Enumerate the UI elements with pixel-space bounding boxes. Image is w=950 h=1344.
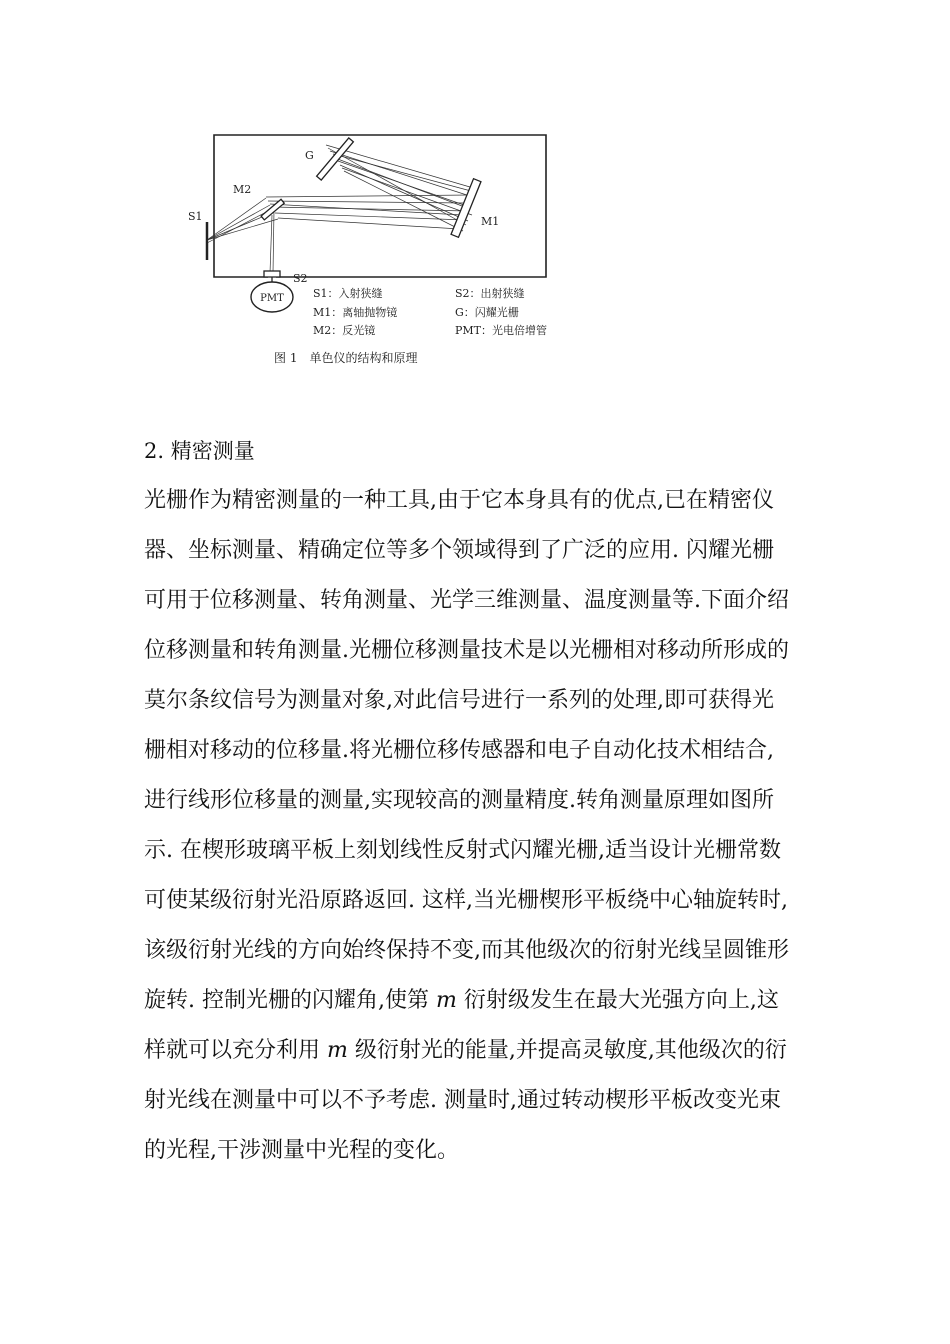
section-heading: 2. 精密测量	[144, 439, 255, 463]
label-m1: M1	[481, 215, 500, 228]
paragraph-line: 示. 在楔形玻璃平板上刻划线性反射式闪耀光栅,适当设计光栅常数	[144, 838, 781, 863]
plane-mirror-m2	[261, 199, 284, 220]
figure-caption: 图 1 单色仪的结构和原理	[274, 351, 418, 365]
variable-m: m	[327, 1038, 348, 1063]
paragraph-line: 可用于位移测量、转角测量、光学三维测量、温度测量等.下面介绍	[144, 588, 789, 613]
legend-pmt: PMT：光电倍增管	[455, 324, 548, 337]
paragraph-line: 该级衍射光线的方向始终保持不变,而其他级次的衍射光线呈圆锥形	[144, 938, 789, 963]
light-rays	[207, 145, 473, 273]
paragraph-line: 的光程,干涉测量中光程的变化。	[144, 1138, 459, 1163]
legend-m2: M2：反光镜	[313, 324, 376, 337]
paragraph-line	[144, 986, 824, 1036]
text-segment: 级衍射光的能量,并提高灵敏度,其他级次的衍	[347, 1038, 787, 1063]
legend-s2: S2：出射狭缝	[455, 287, 525, 300]
variable-m: m	[435, 988, 457, 1013]
legend-g: G：闪耀光栅	[455, 306, 519, 319]
label-g: G	[305, 149, 314, 162]
paragraph-line	[144, 1036, 824, 1086]
paragraph-line: 可使某级衍射光沿原路返回. 这样,当光栅楔形平板绕中心轴旋转时,	[144, 888, 788, 913]
label-s2: S2	[293, 272, 308, 285]
housing-box	[214, 135, 546, 277]
paragraph-line: 栅相对移动的位移量.将光栅位移传感器和电子自动化技术相结合,	[144, 738, 774, 763]
label-s1: S1	[188, 210, 203, 223]
monochromator-figure	[180, 125, 560, 375]
paragraph-line: 器、坐标测量、精确定位等多个领域得到了广泛的应用. 闪耀光栅	[144, 538, 774, 563]
text-segment: 样就可以充分利用	[144, 1038, 327, 1063]
label-pmt: PMT	[260, 293, 284, 304]
body-paragraph	[144, 486, 824, 1186]
legend-m1: M1：离轴抛物镜	[313, 306, 398, 319]
paragraph-line: 进行线形位移量的测量,实现较高的测量精度.转角测量原理如图所	[144, 788, 774, 813]
exit-slit	[264, 271, 280, 277]
paragraph-line: 光栅作为精密测量的一种工具,由于它本身具有的优点,已在精密仪	[144, 488, 774, 513]
parabolic-mirror-m1	[451, 179, 481, 238]
text-segment: 旋转. 控制光栅的闪耀角,使第	[144, 988, 436, 1013]
paragraph-line: 位移测量和转角测量.光栅位移测量技术是以光栅相对移动所形成的	[144, 638, 789, 663]
legend-s1: S1：入射狭缝	[313, 287, 383, 300]
text-segment: 衍射级发生在最大光强方向上,这	[456, 988, 779, 1013]
paragraph-line: 射光线在测量中可以不予考虑. 测量时,通过转动楔形平板改变光束	[144, 1088, 781, 1113]
monochromator-diagram	[180, 125, 560, 375]
paragraph-line: 莫尔条纹信号为测量对象,对此信号进行一系列的处理,即可获得光	[144, 688, 774, 713]
label-m2: M2	[233, 183, 252, 196]
